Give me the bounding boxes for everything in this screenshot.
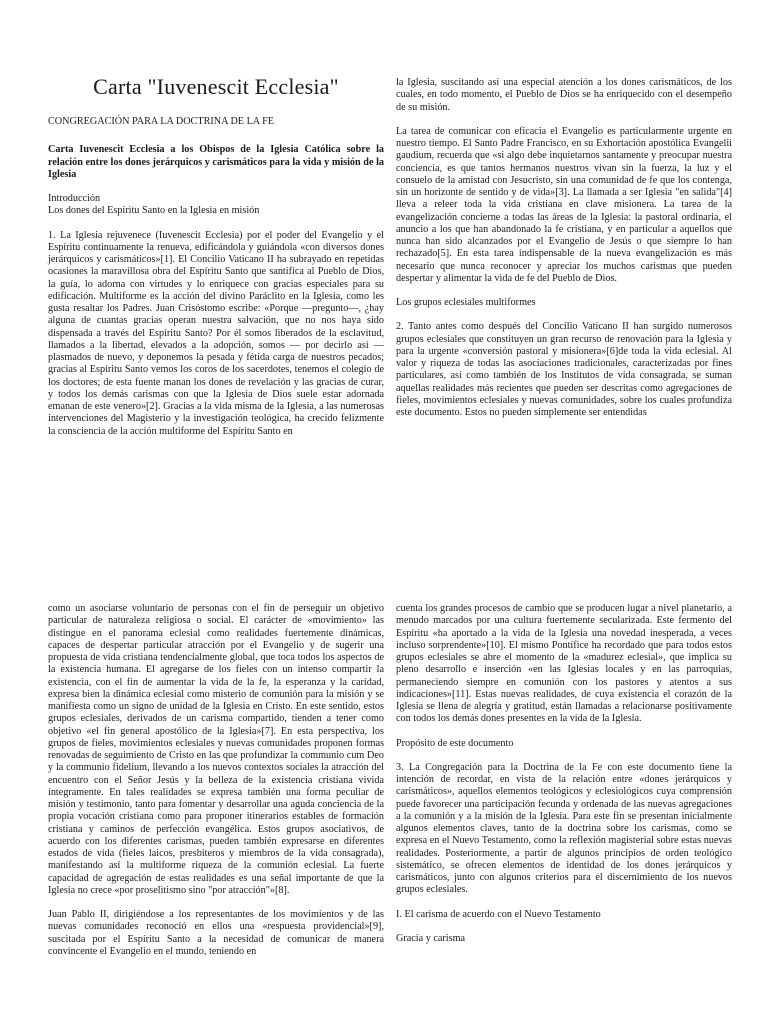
- intro-subheading: Los dones del Espíritu Santo en la Iglesia en misión: [48, 205, 260, 217]
- document-page-2: [0, 575, 768, 1024]
- paragraph-2-continued: como un asociarse voluntario de personas con el fin de perseguir un objetivo particular de naturaleza religiosa o social. El carácter de «movimiento» las distingue en el panorama eclesial como realidades fuertemente dinámicas, capaces de despertar particular atracción por el Evangelio y de sugerir una propuesta de vida cristiana tendencialmente global, que toca todos los aspectos de la existencia humana. El agregarse de los fieles con un intenso compartir la existencia, con el fin de aumentar la vida de la fe, la esperanza y la caridad, expresa bien la dinámica eclesial como misterio de comunión para la misión y se manifiesta como un signo de unidad de la Iglesia en Cristo. En este sentido, estos grupos eclesiales, derivados de un carisma compartido, tienden a tener como objetivo «el fin general apostólico de la Iglesia»[7]. En esta perspectiva, los grupos de fieles, movimientos eclesiales y nuevas comunidades proponen formas renovadas de seguimiento de Cristo en las que profundizar la communio cum Deo y la communio fidelium, llevando a los nuevos contextos sociales la atracción del encuentro con el Señor Jesús y la belleza de la existencia cristiana vivida íntegramente. En tales realidades se expresa también una forma peculiar de misión y testimonio, tanto para fomentar y desarrollar una aguda conciencia de la propia vocación cristiana como para proponer itinerarios estables de formación cristiana y caminos de perfección evangélica. Estos grupos asociativos, de acuerdo con los diferentes carismas, pueden también expresarse en diferentes estados de vida (fieles laicos, presbíteros y miembros de la vida consagrada), manifestando así la multiforme riqueza de la comunión eclesial. La fuerte capacidad de agregación de estas realidades es una señal importante de que la Iglesia no crece «por proselitismo sino "por atracción"»[8].: [48, 603, 384, 896]
- page2-left-column: [48, 603, 384, 970]
- lead-paragraph: Carta Iuvenescit Ecclesia a los Obispos de la Iglesia Católica sobre la relación entre los dones jerárquicos y carismáticos para la vida y misión de la Iglesia: [48, 144, 384, 180]
- paragraph-1: 1. La Iglesia rejuvenece (Iuvenescit Ecclesia) por el poder del Evangelio y el Espíritu continuamente la renueva, edificándola y guiándola «con diversos dones jerárquicos y carismáticos»[1]. El Concilio Vaticano II ha subrayado en repetidas ocasiones la maravillosa obra del Espíritu Santo que santifica al Pueblo de Dios, la guía, lo adorna con virtudes y lo enriquece con gracias especiales para su edificación. Multiforme es la acción del divino Paráclito en la Iglesia, como les gusta resaltar los Padres. Juan Crisóstomo escribe: «Porque —pregunto—, ¿hay alguna de cuantas gracias operan nuestra salvación, que no nos haya sido dispensada a través del Espíritu Santo? Por él somos liberados de la esclavitud, llamados a la libertad, elevados a la adopción, somos — por decirlo así — plasmados de nuevo, y deponemos la pesada y fétida carga de nuestros pecados; gracias al Espíritu Santo vemos los coros de los sacerdotes, tenemos el colegio de los doctores; de esta fuente manan los dones de revelación y las gracias de curar, y todos los demás carismas con que la Iglesia de Dios suele estar adornada emanan de este venero»[2]. Gracias a la vida misma de la Iglesia, a las numerosas intervenciones del Magisterio y la investigación teológica, ha crecido felizmente la consciencia de la acción multiforme del Espíritu Santo en: [48, 229, 384, 437]
- section-heading-grace: Gracia y carisma: [396, 932, 466, 944]
- document-page-1: [0, 0, 768, 500]
- page1-left-column: [48, 74, 384, 450]
- section-heading-groups: Los grupos eclesiales multiformes: [396, 297, 536, 308]
- paragraph-3: 3. La Congregación para la Doctrina de la Fe con este documento tiene la intención de recordar, en vista de la relación entre «dones jerárquicos y carismáticos», aquellos elementos teológicos y eclesiológicos cuya comprensión puede favorecer una participación fecunda y ordenada de las nuevas agregaciones a la comunión y a la misión de la Iglesia. Para este fin se presentan inicialmente algunos elementos claves, tanto de la doctrina sobre los carismas, como se expresa en el Nuevo Testamento, como la reflexión magisterial sobre estas nuevas realidades. Posteriormente, a partir de algunos principios de orden teológico sistemático, se ofrecen elementos de identidad de los dones jerárquicos y carismáticos, junto con algunos criterios para el discernimiento de los nuevos grupos eclesiales.: [396, 761, 732, 896]
- document-subtitle: CONGREGACIÓN PARA LA DOCTRINA DE LA FE: [48, 116, 275, 127]
- paragraph-2: 2. Tanto antes como después del Concilio Vaticano II han surgido numerosos grupos eclesiales que constituyen un gran recurso de renovación para la Iglesia y para la urgente «conversión pastoral y misionera»[6]de toda la vida eclesial. Al valor y riqueza de todas las asociaciones tradicionales, caracterizadas por fines particulares, así como también de los Institutos de vida consagrada, se suman aquellas realidades más recientes que pueden ser descritas como agregaciones de fieles, movimientos eclesiales y nuevas comunidades, sobre los cuales profundiza este documento. Estos no pueden simplemente ser entendidas: [396, 321, 732, 418]
- intro-heading: Introducción: [48, 193, 101, 204]
- page1-right-column: [396, 77, 732, 431]
- paragraph-john-paul: Juan Pablo II, dirigiéndose a los representantes de los movimientos y de las nuevas comunidades reconoció en ellos una «respuesta providencial»[9], suscitada por el Espíritu Santo a la necesidad de comunicar de manera convincente el Evangelio en el mundo, teniendo en: [48, 909, 384, 957]
- paragraph-john-paul-continued: cuenta los grandes procesos de cambio que se producen lugar a nivel planetario, a menudo marcados por una cultura fuertemente secularizada. Este fermento del Espíritu «ha aportado a la vida de la Iglesia una novedad inesperada, a veces incluso sorprendente»[10]. El mismo Pontífice ha recordado que para todos estos grupos eclesiales se abre el momento de la «madurez eclesial», que implica su pleno desarrollo e inserción «en las Iglesias locales y en las parroquias, permaneciendo siempre en comunión con los pastores y atentos a sus indicaciones»[11]. Estas nuevas realidades, de cuya existencia el corazón de la Iglesia se llena de alegría y gratitud, están llamadas a relacionarse positivamente con todos los demás dones presentes en la vida de la Iglesia.: [396, 603, 732, 725]
- paragraph-evangelization: La tarea de comunicar con eficacia el Evangelio es particularmente urgente en nuestro tiempo. El Santo Padre Francisco, en su Exhortación apostólica Evangelii gaudium, recuerda que «si algo debe inquietarnos santamente y preocupar nuestra conciencia, es que tantos hermanos nuestros vivan sin la fuerza, la luz y el consuelo de la amistad con Jesucristo, sin una comunidad de fe que los contenga, sin un horizonte de sentido y de vida»[3]. La llamada a ser Iglesia "en salida"[4] lleva a releer toda la vida cristiana en clave misionera. La tarea de la evangelización concierne a todas las áreas de la Iglesia: la pastoral ordinaria, el anuncio a los que han abandonado la fe cristiana, y en particular a aquellos que nunca han sido alcanzados por el Evangelio de Jesús o que siempre lo han rechazado[5]. En esta tarea indispensable de la nueva evangelización es más necesario que nunca reconocer y apreciar los muchos carismas que pueden despertar y alimentar la vida de fe del Pueblo de Dios.: [396, 125, 732, 284]
- page2-right-column: [396, 603, 732, 957]
- paragraph-1-continued: la Iglesia, suscitando así una especial atención a los dones carismáticos, de los cuales, en todo momento, el Pueblo de Dios se ha enriquecido con el desempeño de su misión.: [396, 77, 732, 113]
- document-title: Carta "Iuvenescit Ecclesia": [93, 74, 339, 99]
- chapter-heading-charism: I. El carisma de acuerdo con el Nuevo Testamento: [396, 908, 601, 920]
- section-heading-purpose: Propósito de este documento: [396, 737, 514, 749]
